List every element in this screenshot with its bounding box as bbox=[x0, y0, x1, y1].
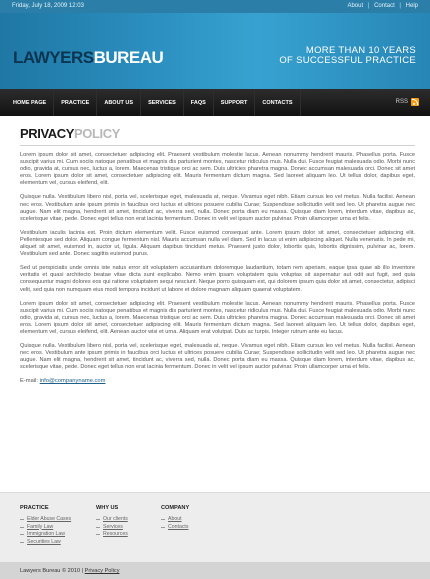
nav-item-faqs[interactable]: FAQS bbox=[184, 89, 214, 116]
main-nav bbox=[0, 89, 430, 116]
paragraph: Quisque nulla. Vestibulum libero nisl, porta vel, scelerisque eget, malesuada at, neque. Vivamus eget nibh. Etiam cursus leo vel metus. Nulla facilisi. Aenean nec eros. Vestibulum ante ipsum primis in faucibus orci luctus et ultrices posuere cubilia Curae; Suspendisse sollicitudin velit sed leo. Ut pharetra augue nec augue. Nam elit magna, hendrerit sit amet, tincidunt ac, viverra sed, nulla. Donec porta diam eu massa. Quisque diam lorem, interdum vitae, dapibus ac, scelerisque vitae, pede. Donec eget tellus non erat lacinia fermentum. Donec in velit vel ipsum auctor pulvinar. Proin ullamcorper urna et felis. bbox=[20, 194, 415, 222]
slogan bbox=[279, 46, 416, 66]
email-line bbox=[20, 378, 415, 384]
paragraph: Quisque nulla. Vestibulum libero nisl, porta vel, scelerisque eget, malesuada at, neque. Vivamus eget nibh. Etiam cursus leo vel metus. Nulla facilisi. Aenean nec eros. Vestibulum ante ipsum primis in faucibus orci luctus et ultrices posuere cubilia Curae; Suspendisse sollicitudin velit sed leo. Ut pharetra augue nec augue. Nam elit magna, hendrerit sit amet, tincidunt ac, viverra sed, nulla. Donec porta diam eu massa. Quisque diam lorem, interdum vitae, dapibus ac, scelerisque vitae, pede. Donec eget tellus non erat lacinia fermentum. Donec in velit vel ipsum auctor pulvinar. Proin ullamcorper urna et felis. bbox=[20, 343, 415, 371]
paragraph: Vestibulum iaculis lacinia est. Proin dictum elementum velit. Fusce euismod consequat ante. Lorem ipsum dolor sit amet, consectetuer adipiscing elit. Pellentesque sed dolor. Aliquam congue fermentum nisl. Mauris accumsan nulla vel diam. Sed in lacus ut enim adipiscing aliquet. Nulla venenatis. In pede mi, aliquet sit amet, euismod in, auctor ut, ligula. Aliquam dapibus tincidunt metus. Praesent justo dolor, lobortis quis, lobortis dignissim, pulvinar ac, lorem. Vestibulum sed ante. Donec sagittis euismod purus. bbox=[20, 229, 415, 258]
footer-link[interactable]: Our clients bbox=[96, 516, 128, 524]
nav-item-about-us[interactable]: ABOUT US bbox=[97, 89, 141, 116]
page-title-part1: PRIVACY bbox=[20, 126, 75, 141]
paragraph: Sed ut perspiciatis unde omnis iste natus error sit voluptatem accusantium doloremque laudantium, totam rem aperiam, eaque ipsa quae ab illo inventore veritatis et quasi architecto beatae vitae dicta sunt explicabo. Nemo enim ipsam voluptatem quia voluptas sit aspernatur aut odit aut fugit, sed quia consequuntur magni dolores eos qui ratione voluptatem sequi nesciunt. Neque porro quisquam est, qui dolorem ipsum quia dolor sit amet, consectetur, adipisci velit, sed quia non numquam eius modi tempora incidunt ut labore et dolore magnam aliquam quaerat voluptatem. bbox=[20, 265, 415, 293]
top-link-separator: | bbox=[399, 3, 401, 9]
email-label: E-mail: bbox=[20, 378, 39, 385]
footer-heading: COMPANY bbox=[161, 505, 190, 511]
copyright-bar bbox=[0, 562, 430, 579]
footer-link[interactable]: Services bbox=[96, 524, 128, 532]
footer-link[interactable]: Family Law bbox=[20, 524, 71, 532]
footer-column-practice bbox=[20, 505, 71, 546]
top-link-separator: | bbox=[367, 3, 370, 9]
footer-link[interactable]: Contacts bbox=[161, 524, 189, 532]
site-header bbox=[0, 13, 430, 89]
top-link-help[interactable]: Help bbox=[405, 3, 418, 9]
logo-text-lawyers: LAWYERS bbox=[13, 48, 94, 67]
top-links bbox=[347, 3, 418, 9]
main-content bbox=[20, 126, 415, 384]
paragraph: Lorem ipsum dolor sit amet, consectetuer adipiscing elit. Praesent vestibulum molestie lacus. Aenean nonummy hendrerit mauris. Phasellus porta. Fusce suscipit varius mi. Cum sociis natoque penatibus et magnis dis parturient montes, nascetur ridiculus mus. Nulla dui. Fusce feugiat malesuada odio. Morbi nunc odio, gravida at, cursus nec, luctus a, lorem. Maecenas tristique orci ac sem. Duis ultricies pharetra magna. Donec accumsan malesuada orci. Donec sit amet eros. Lorem ipsum dolor sit amet, consectetuer adipiscing elit. Mauris fermentum dictum magna. Sed laoreet aliquam leo. Ut tellus dolor, dapibus eget, elementum vel, cursus eleifend, elit. bbox=[20, 152, 415, 187]
footer-column-why-us bbox=[96, 505, 128, 539]
footer bbox=[0, 492, 430, 562]
date-time: Friday, July 18, 2009 12:03 bbox=[12, 3, 84, 9]
page-title bbox=[20, 126, 415, 141]
nav-item-home[interactable]: HOME PAGE bbox=[6, 89, 54, 116]
title-divider bbox=[20, 145, 415, 146]
top-bar bbox=[0, 0, 430, 13]
footer-link[interactable]: Securities Law bbox=[20, 539, 71, 547]
footer-column-company bbox=[161, 505, 189, 531]
email-link[interactable]: info@companyname.com bbox=[39, 378, 106, 385]
nav-item-contacts[interactable]: CONTACTS bbox=[255, 89, 300, 116]
page-title-part2: POLICY bbox=[74, 126, 121, 141]
rss-label: RSS bbox=[395, 99, 408, 105]
footer-heading: PRACTICE bbox=[20, 505, 49, 511]
rss-link[interactable] bbox=[396, 98, 419, 106]
top-link-about[interactable]: About bbox=[347, 3, 364, 9]
nav-item-services[interactable]: SERVICES bbox=[141, 89, 184, 116]
footer-link[interactable]: Elder Abuse Cases bbox=[20, 516, 71, 524]
slogan-line-1: MORE THAN 10 YEARS bbox=[305, 45, 416, 56]
privacy-policy-link[interactable]: Privacy Policy bbox=[84, 568, 120, 574]
footer-link[interactable]: About bbox=[161, 516, 189, 524]
slogan-line-2: OF SUCCESSFUL PRACTICE bbox=[279, 55, 416, 66]
nav-item-support[interactable]: SUPPORT bbox=[214, 89, 256, 116]
footer-heading: WHY US bbox=[96, 505, 119, 511]
logo-text-bureau: BUREAU bbox=[93, 48, 164, 67]
nav-item-practice[interactable]: PRACTICE bbox=[54, 89, 97, 116]
footer-link[interactable]: Immigration Law bbox=[20, 531, 71, 539]
logo[interactable] bbox=[13, 48, 163, 68]
footer-link[interactable]: Resources bbox=[96, 531, 128, 539]
copyright-text: Lawyers Bureau © 2010 | bbox=[20, 568, 84, 574]
top-link-contact[interactable]: Contact bbox=[374, 3, 395, 9]
paragraph: Lorem ipsum dolor sit amet, consectetuer adipiscing elit. Praesent vestibulum molestie lacus. Aenean nonummy hendrerit mauris. Phasellus porta. Fusce suscipit varius mi. Cum sociis natoque penatibus et magnis dis parturient montes, nascetur ridiculus mus. Nulla dui. Fusce feugiat malesuada odio. Morbi nunc odio, gravida at, cursus nec, luctus a, lorem. Maecenas tristique orci ac sem. Duis ultricies pharetra magna. Donec accumsan malesuada orci. Donec sit amet eros. Lorem ipsum dolor sit amet, consectetuer adipiscing elit. Mauris fermentum dictum magna. Sed laoreet aliquam leo. Ut tellus dolor, dapibus eget, elementum vel, cursus eleifend, elit. Aenean auctor wisi et urna. Aliquam erat volutpat. Duis ac turpis. Integer rutrum ante eu lacus. bbox=[20, 300, 415, 335]
rss-icon bbox=[411, 98, 419, 106]
